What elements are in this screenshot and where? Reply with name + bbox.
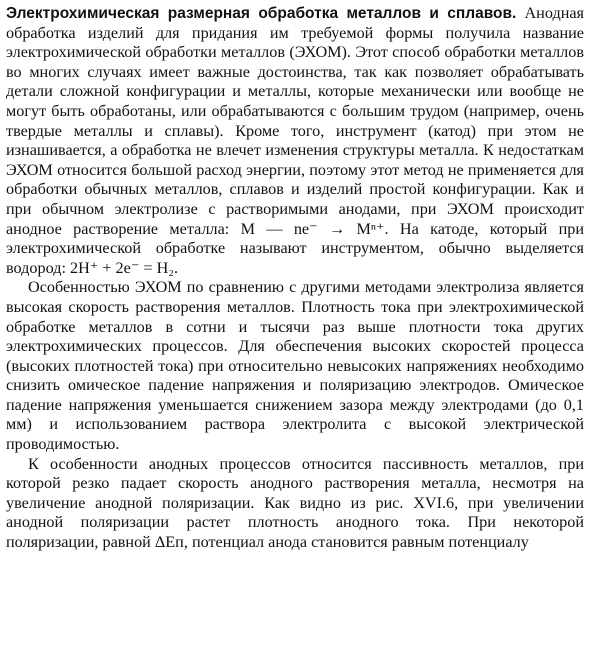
paragraph-1	[6, 4, 584, 278]
paragraph-1-text-b: . На катоде, который при электрохимической обработке называют инструментом, обычно выделяется водород:	[6, 219, 584, 277]
paragraph-3	[6, 455, 584, 553]
formula-delta-e: ΔEп	[154, 533, 184, 552]
section-heading: Электрохимическая размерная обработка металлов и сплавов.	[6, 5, 517, 22]
formula-anodic-dissolution: M — ne⁻ → Mⁿ⁺	[240, 219, 385, 238]
paragraph-1-text-a: Анодная обработка изделий для придания им требуемой формы получила название электрохимической обработки металлов (ЭХОМ). Этот способ обработки металлов во многих случаях имеет важные достоинства, так как позволяет обрабатывать детали сложной конфигурации и металлы, которые механически или вообще не могут быть обработаны, или обрабатываются с большим трудом (например, очень твердые металлы и сплавы). Кроме того, инструмент (катод) при этом не изнашивается, а обработка не влечет изменения структуры металла. К недостаткам ЭХОМ относится большой расход энергии, поэтому этот метод не применяется для обработки обычных металлов, сплавов и изделий простой конфигурации. Как и при обычном электролизе с растворимыми анодами, при ЭХОМ происходит анодное растворение металла:	[6, 4, 584, 238]
paragraph-1-text-c: .	[173, 258, 178, 277]
formula-hydrogen-evolution: 2H⁺ + 2e⁻ = H₂	[70, 258, 174, 277]
paragraph-2: Особенностью ЭХОМ по сравнению с другими методами электролиза является высокая скорость растворения металлов. Плотность тока при электрохимической обработке металлов в сотни и тысячи раз выше плотности тока других электрохимических процессов. Для обеспечения высоких скоростей процесса (высоких плотностей тока) при относительно невысоких напряжениях необходимо снизить омическое падение напряжения и поляризацию электродов. Омическое падение напряжения уменьшается снижением зазора между электродами (до 0,1 мм) и использованием раствора электролита с высокой электрической проводимостью.	[6, 278, 584, 454]
paragraph-3-text-a: К особенности анодных процессов относится пассивность металлов, при которой резко падает скорость анодного растворения металла, несмотря на увеличение анодной поляризации. Как видно из рис. XVI.6, при увеличении анодной поляризации растет плотность анодного тока. При некоторой поляризации, равной	[6, 454, 584, 552]
paragraph-3-text-b: , потенциал анода становится равным потенциалу	[183, 533, 529, 552]
